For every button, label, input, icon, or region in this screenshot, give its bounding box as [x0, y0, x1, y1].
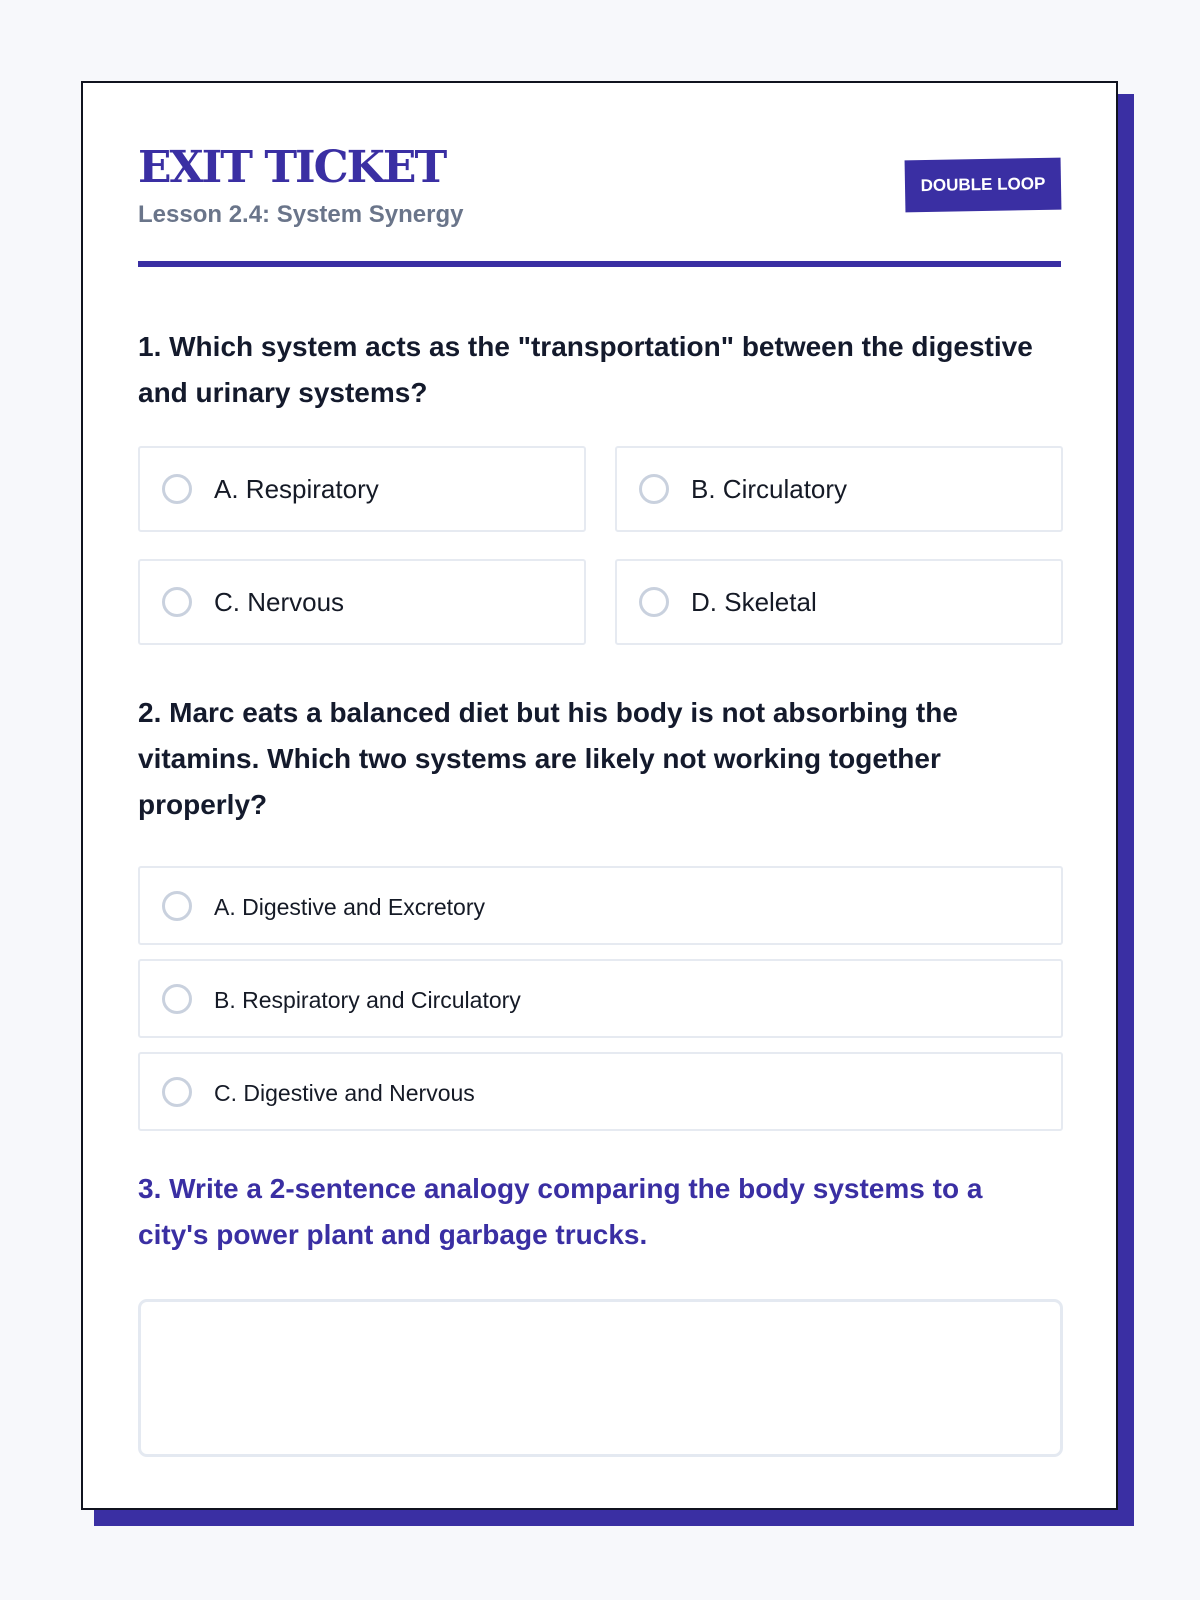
question-2-option-b[interactable]: [138, 959, 1063, 1038]
question-1-option-c[interactable]: [138, 559, 586, 645]
option-label: C. Digestive and Nervous: [214, 1080, 475, 1106]
radio-button[interactable]: [162, 587, 192, 617]
question-1-option-a[interactable]: [138, 446, 586, 532]
radio-button[interactable]: [639, 587, 669, 617]
exit-ticket-card: [81, 81, 1118, 1510]
question-1-option-d[interactable]: [615, 559, 1063, 645]
question-3-text: 3. Write a 2-sentence analogy comparing the body systems to a city's power plant and garbage trucks.: [138, 1173, 983, 1250]
analogy-answer-field[interactable]: [138, 1299, 1063, 1457]
question-2-option-c[interactable]: [138, 1052, 1063, 1131]
question-2-option-a[interactable]: [138, 866, 1063, 945]
option-label: B. Respiratory and Circulatory: [214, 987, 521, 1013]
option-label: A. Respiratory: [214, 474, 379, 504]
option-label: B. Circulatory: [691, 474, 848, 504]
lesson-subtitle: Lesson 2.4: System Synergy: [138, 201, 464, 228]
page-title: EXIT TICKET: [138, 142, 446, 193]
radio-button[interactable]: [162, 891, 192, 921]
radio-button[interactable]: [162, 474, 192, 504]
radio-button[interactable]: [162, 984, 192, 1014]
question-2-text: 2. Marc eats a balanced diet but his body is not absorbing the vitamins. Which two systems are likely not working together properly?: [138, 697, 958, 820]
option-label: C. Nervous: [214, 587, 345, 617]
question-1-text: 1. Which system acts as the "transportation" between the digestive and urinary systems?: [138, 331, 1033, 408]
question-1-option-b[interactable]: [615, 446, 1063, 532]
ticket-header: [138, 143, 1061, 267]
option-label: A. Digestive and Excretory: [214, 894, 486, 920]
double-loop-badge: DOUBLE LOOP: [905, 158, 1062, 213]
option-label: D. Skeletal: [691, 587, 817, 617]
radio-button[interactable]: [162, 1077, 192, 1107]
radio-button[interactable]: [639, 474, 669, 504]
